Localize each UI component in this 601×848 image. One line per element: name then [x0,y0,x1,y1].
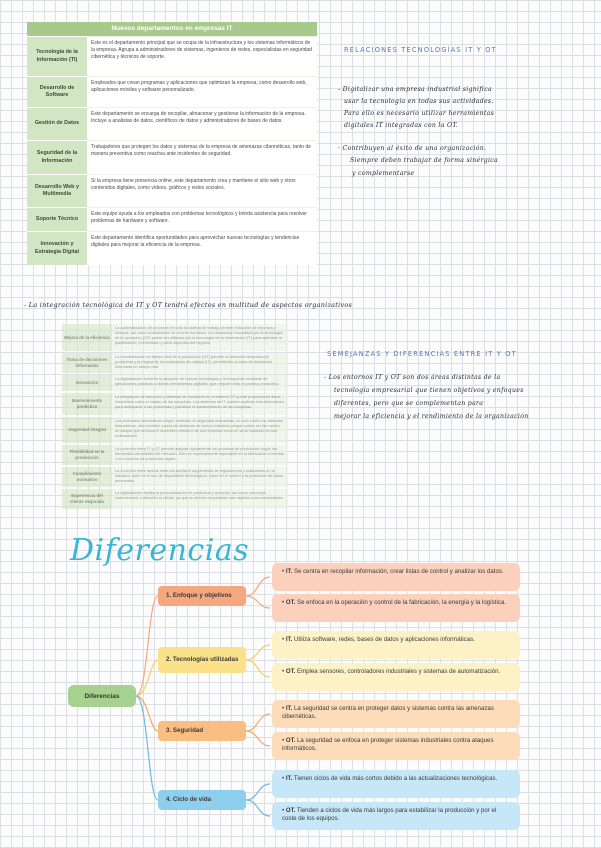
description-cell: Trabajadores que protegen los datos y sistemas de la empresa de amenazas cibernéticas, tanto de manera preventiva como reactiva ante incidentes de seguridad. [87,140,317,174]
branch-focus-objectives: 1. Enfoque y objetivos [158,586,246,606]
note-line: · Contribuyen al éxito de una organización. [338,145,487,152]
similarities-heading: SEMEJANZAS Y DIFERENCIAS ENTRE IT Y OT [327,350,517,358]
description-cell: La integración de sensores y sistemas de monitoreo en el entorno OT puede proporcionar datos inmediatos sobre el estado de las máquinas. Los sistemas de IT pueden analizar esta información para anticiparse a los problemas y planificar el mantenimiento de las máquinas. [112,393,288,415]
description-cell: Este departamento se encarga de recopilar, almacenar y gestionar la información de la empresa. Incluye a analistas de datos, científicos de datos y administradores de bases de datos. [87,107,317,140]
description-cell: Si la empresa tiene presencia online, este departamento crea y mantiene el sitio web y otros contenidos digitales, como vídeos, gráficos y redes sociales. [87,174,317,207]
note-line: Siempre deben trabajar de forma sinérgica [350,157,499,164]
category-cell: Flexibilidad en la producción [62,445,112,465]
category-cell: Desarrollo de Software [27,76,87,107]
table-header: Nuevos departamentos en empresas IT [27,22,317,36]
category-cell: Innovación y Estrategia Digital [27,231,87,265]
branch-life-cycle: 4. Ciclo de vida [158,790,246,810]
category-cell: Experiencia del cliente mejorada [62,489,112,509]
differences-title: Diferencias [70,533,250,568]
category-cell: Desarrollo Web y Multimedia [27,174,87,207]
leaf-it-focus: • IT. Se centra en recopilar información, crear listas de control y analizar los datos. [272,563,520,591]
category-cell: Innovación [62,375,112,391]
note-line: mejorar la eficiencia y el rendimiento de la organización [334,413,529,420]
leaf-it-lifecycle: • IT. Tienen ciclos de vida más cortos debido a las actualizaciones tecnológicas. [272,770,520,798]
category-cell: Gestión de Datos [27,107,87,140]
description-cell: La digitalización fomenta la adopción de nuevas tecnologías y la búsqueda constante de aplicaciones prácticas a dichas herramientas digitales, que mejoren todo el proceso productivo. [112,375,288,391]
description-cell: La conexión entre IT y OT permite adaptar rápidamente los procesos de producción según las demandas cambiantes del mercado. Esto es especialmente importante en la fabricación a medida o en entornos de producción ágiles. [112,445,288,465]
note-line: y complementarse [352,170,415,177]
leaf-ot-focus: • OT. Se enfoca en la operación y control de la fabricación, la energía y la logística. [272,594,520,622]
note-line: usar la tecnología en todas sus actividades. [344,98,494,105]
description-cell: Empleados que crean programas y aplicaciones que optimizan la empresa, como desarrollo web, aplicaciones móviles y software personalizado. [87,76,317,107]
leaf-it-security: • IT. La seguridad se centra en proteger datos y sistemas contra las amenazas cibernéticas. [272,700,520,728]
note-line: - Digitalizar una empresa industrial significa [338,86,492,93]
category-cell: Seguridad de la Información [27,140,87,174]
note-line: tecnología empresarial que tienen objetivos y enfoques [334,387,524,394]
leaf-ot-security: • OT. La seguridad se enfoca en proteger sistemas industriales contra ataques informáticos. [272,732,520,760]
description-cell: La digitalización facilita la personalización de productos y servicios, así como una mejor comunicación y atención al cliente, ya que se ofrecen respuestas más rápidas a sus necesidades. [112,489,288,509]
note-line: Para ello es necesario utilizar herramientas [344,110,495,117]
note-line: digitales IT integradas con la OT. [344,122,459,129]
category-cell: Toma de decisiones informadas [62,353,112,373]
description-cell: La monitorización en tiempo real de la producción (OT) permite la detección temprana de problemas y la mejora de los estándares de calidad (IT), permitiendo la toma de decisiones informada en tiempo real. [112,353,288,373]
note-line: - Los entornos IT y OT son dos áreas distintas de la [324,374,501,381]
category-cell: Cumplimiento normativo [62,467,112,487]
description-cell: La automatización de procesos en toda la cadena de trabajo permite reducción de recursos y tiempos, así como minimización de errores humanos. La información recopilada por la tecnología de la operación (OT) puede ser utilizada por la tecnología de la información (IT) para optimizar la planificación, el inventario y otros aspectos del negocio. [112,324,288,351]
category-cell: Mantenimiento predictivo [62,393,112,415]
integration-note: - La integración tecnológica de IT y OT tendrá efectos en multitud de aspectos organizativos [24,301,353,309]
diagram-root-node: Diferencias [68,685,136,707]
description-cell: Este departamento identifica oportunidades para aprovechar nuevas tecnologías y tendencias digitales para mejorar la eficiencia de la empresa. [87,231,317,265]
leaf-ot-lifecycle: • OT. Tienden a ciclos de vida más largos para estabilizar la producción y por el coste de los equipos. [272,802,520,830]
category-cell: Tecnología de la Información (TI) [27,36,87,76]
note-line: diferentes, pero que se complementan para [334,400,484,407]
branch-technologies: 2. Tecnologías utilizadas [158,647,246,673]
relations-heading: RELACIONES TECNOLOGÍAS IT Y OT [344,46,497,54]
leaf-it-tech: • IT. Utiliza software, redes, bases de datos y aplicaciones informáticas. [272,631,520,659]
branch-security: 3. Seguridad [158,721,246,741]
category-cell: Seguridad integral [62,417,112,443]
category-cell: Soporte Técnico [27,207,87,231]
leaf-ot-tech: • OT. Emplea sensores, controladores industriales y sistemas de automatización. [272,663,520,691]
description-cell: La conexión entre ambos entornos facilita el seguimiento de regulaciones y estándares en la industria, tanto en el uso de dispositivos tecnológicos, como en el control y la protección de datos personales. [112,467,288,487]
description-cell: Las amenazas cibernéticas exigen medidas de seguridad avanzadas, no solo contra los sistemas informáticos, sino también contra los sistemas de control industrial porque puede ser fan nocivo un ataque que reduzca el suministro eléctrico de una empresa como un virus instalado en sus ordenadores. [112,417,288,443]
description-cell: Este equipo ayuda a los empleados con problemas tecnológicos y brinda asistencia para resolver problemas de hardware y software. [87,207,317,231]
description-cell: Este es el departamento principal que se ocupa de la infraestructura y los sistemas informáticos de la empresa. Agrupa a administradores de sistemas, ingenieros de redes, especialistas en seguridad cibernética y técnicos de soporte. [87,36,317,76]
category-cell: Mejora de la eficiencia [62,324,112,351]
